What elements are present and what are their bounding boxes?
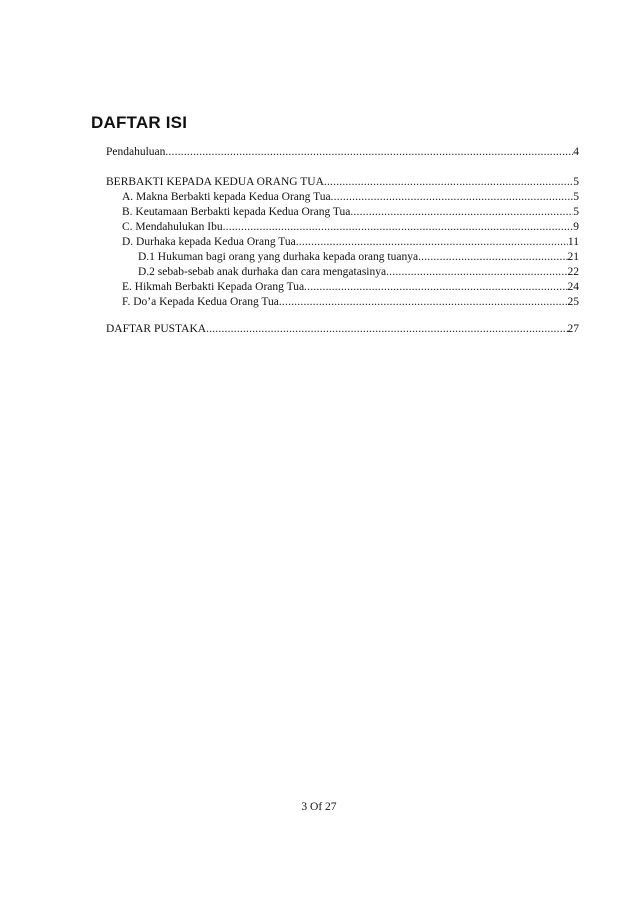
dot-leader [304, 280, 567, 294]
dot-leader [350, 205, 573, 219]
toc-entry-label: DAFTAR PUSTAKA [106, 323, 207, 335]
dot-leader [296, 235, 568, 249]
dot-leader [279, 295, 568, 309]
toc-entry-label: E. Hikmah Berbakti Kepada Orang Tua [122, 281, 305, 293]
toc-entry-label: BERBAKTI KEPADA KEDUA ORANG TUA [106, 176, 324, 188]
toc-entry-sebab-sebab [138, 265, 579, 279]
toc-entry-page: 22 [567, 266, 579, 278]
toc-entry-page: 5 [573, 191, 579, 203]
dot-leader [206, 322, 567, 336]
toc-entry-page: 11 [567, 236, 579, 248]
toc-entry-label: B. Keutamaan Berbakti kepada Kedua Orang Tua [122, 206, 351, 218]
toc-entry-daftar-pustaka [106, 322, 579, 336]
toc-entry-mendahulukan-ibu [122, 220, 579, 234]
toc-entry-makna [122, 190, 579, 204]
toc-entry-pendahuluan [106, 145, 579, 159]
toc-entry-hikmah [122, 280, 579, 294]
toc-entry-page: 5 [573, 206, 579, 218]
toc-entry-page: 25 [567, 296, 579, 308]
dot-leader [386, 265, 567, 279]
toc-entry-label: A. Makna Berbakti kepada Kedua Orang Tua [122, 191, 331, 203]
toc-entry-page: 27 [567, 323, 579, 335]
dot-leader [165, 145, 573, 159]
toc-entry-label: D.1 Hukuman bagi orang yang durhaka kepada orang tuanya [138, 251, 419, 263]
toc-title: DAFTAR ISI [91, 113, 188, 132]
dot-leader [324, 175, 573, 189]
dot-leader [418, 250, 567, 264]
toc-entry-hukuman [138, 250, 579, 264]
toc-entry-label: D. Durhaka kepada Kedua Orang Tua [122, 236, 296, 248]
toc-entry-doa [122, 295, 579, 309]
toc-entry-berbakti [106, 175, 579, 189]
toc-entry-label: D.2 sebab-sebab anak durhaka dan cara mengatasinya [138, 266, 387, 278]
toc-entry-page: 21 [567, 251, 579, 263]
toc-entry-label: C. Mendahulukan Ibu [122, 221, 223, 233]
toc-entry-page: 9 [573, 221, 579, 233]
toc-entry-keutamaan [122, 205, 579, 219]
toc-entry-page: 4 [573, 146, 579, 158]
toc-entry-durhaka [122, 235, 579, 249]
dot-leader [331, 190, 574, 204]
page-number-footer: 3 Of 27 [301, 801, 337, 813]
toc-entry-page: 5 [573, 176, 579, 188]
toc-entry-page: 24 [567, 281, 579, 293]
toc-entry-label: Pendahuluan [106, 146, 166, 158]
dot-leader [223, 220, 574, 234]
toc-entry-label: F. Do’a Kepada Kedua Orang Tua [122, 296, 279, 308]
